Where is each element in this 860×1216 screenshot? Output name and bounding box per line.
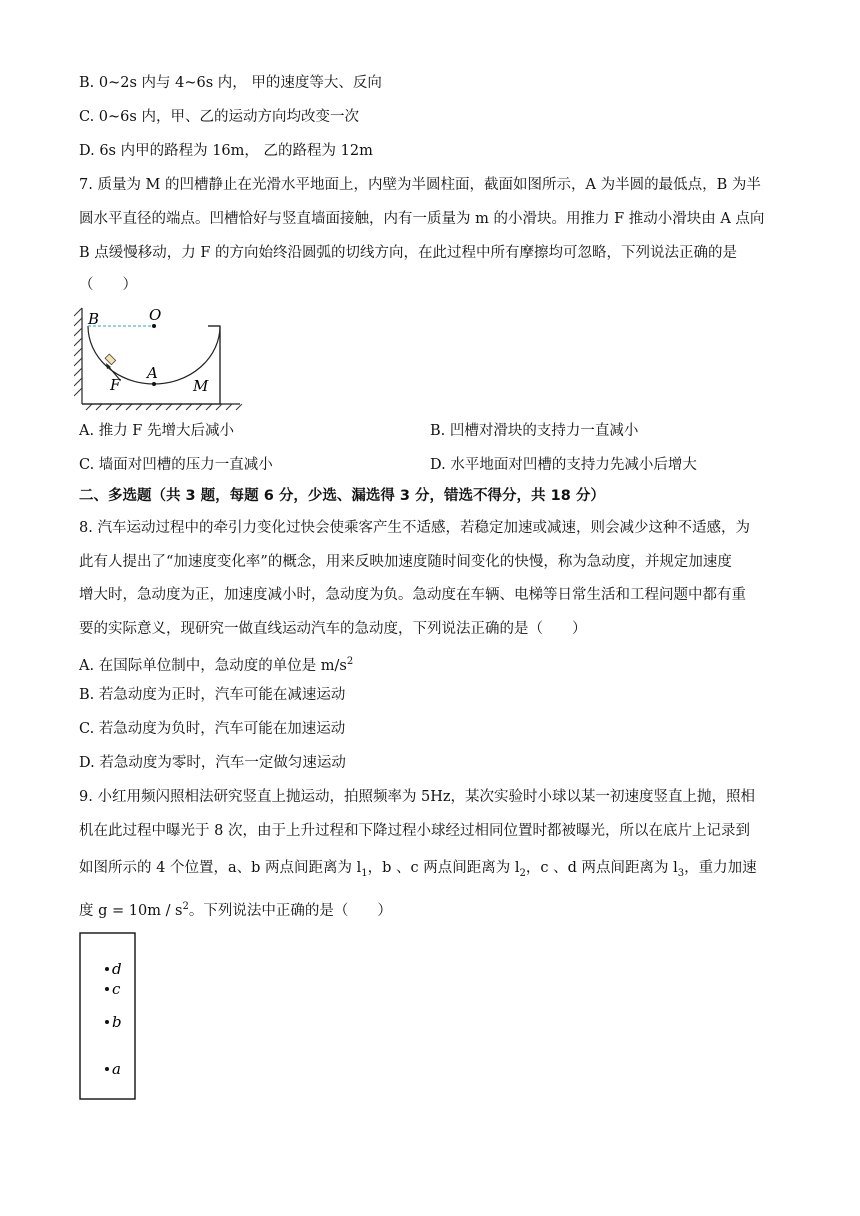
q8-option-d: D. 若急动度为零时，汽车一定做匀速运动 [79,755,346,771]
q9-line3-part-b: ，b 、c 两点间距离为 l [367,860,520,876]
q7-stem-line1: 7. 质量为 M 的凹槽静止在光滑水平地面上，内壁为半圆柱面，截面如图所示，A 为半圆的最低点，B 为半 [79,177,761,193]
point-b [105,1020,109,1024]
q9-stem-line2: 机在此过程中曝光于 8 次，由于上升过程和下降过程小球经过相同位置时都被曝光，所以在底片上记录到 [79,823,750,839]
q7-answer-bracket: （ ） [79,277,137,293]
q7-figure [74,300,244,412]
q7-stem-line3: B 点缓慢移动，力 F 的方向始终沿圆弧的切线方向，在此过程中所有摩擦均可忽略，下列说法正确的是 [79,245,738,261]
q9-sub-1: 1 [361,867,368,879]
q6-option-c: C. 0~6s 内，甲、乙的运动方向均改变一次 [79,109,359,125]
q9-line4-sup: 2 [182,901,189,912]
point-d [105,967,109,971]
q9-line4-part-a: 度 g = 10m / s [79,902,183,919]
q8-option-a-sup: 2 [346,656,354,667]
center-point-o [152,324,156,328]
wall-hatch [74,308,82,396]
q9-stem-line4 [79,897,392,921]
q6-option-b: B. 0~2s 内与 4~6s 内， 甲的速度等大、反向 [79,75,382,91]
label-b: B [88,310,100,328]
lowest-point-a [152,382,156,386]
q9-stem-line1: 9. 小红用频闪照相法研究竖直上抛运动，拍照频率为 5Hz，某次实验时小球以某一初速度竖直上抛，照相 [79,789,756,805]
q8-option-c: C. 若急动度为负时，汽车可能在加速运动 [79,721,346,737]
label-b-point: b [112,1013,122,1031]
q9-line4-part-b: 。下列说法中正确的是（ ） [188,902,392,919]
q8-option-b: B. 若急动度为正时，汽车可能在减速运动 [79,687,346,703]
q9-line3-part-a: 如图所示的 4 个位置，a、b 两点间距离为 l [79,860,362,876]
label-m: M [193,377,209,395]
q7-option-d: D. 水平地面对凹槽的支持力先减小后增大 [430,457,697,473]
q7-option-c: C. 墙面对凹槽的压力一直减小 [79,457,273,473]
q7-option-b: B. 凹槽对滑块的支持力一直减小 [430,423,639,439]
label-c: c [112,980,121,998]
q9-line3-part-c: ，c 、d 两点间距离为 l [525,860,678,876]
point-c [105,987,109,991]
q8-stem-line4: 要的实际意义，现研究一做直线运动汽车的急动度，下列说法正确的是（ ） [79,621,587,637]
film-frame [80,933,135,1099]
q8-stem-line1: 8. 汽车运动过程中的牵引力变化过快会使乘客产生不适感，若稳定加速或减速，则会减少这种不适感，为 [79,520,750,536]
q9-line3-part-d: ，重力加速 [684,860,757,876]
label-a-point: a [112,1060,121,1078]
label-f: F [110,376,121,394]
q9-figure-film [79,932,139,1102]
point-a [105,1067,109,1071]
q8-stem-line2: 此有人提出了“加速度变化率”的概念，用来反映加速度随时间变化的快慢，称为急动度，并规定加速度 [79,554,732,570]
label-a: A [147,364,158,382]
q8-option-a-text: A. 在国际单位制中，急动度的单位是 m/s [79,657,347,674]
q8-option-a [79,652,353,676]
q9-sub-2: 2 [519,867,526,879]
q6-option-d: D. 6s 内甲的路程为 16m， 乙的路程为 12m [79,143,373,159]
q9-sub-3: 3 [677,867,685,879]
q7-stem-line2: 圆水平直径的端点。凹槽恰好与竖直墙面接触，内有一质量为 m 的小滑块。用推力 F 推动小滑块由 A 点向 [79,211,765,227]
slider-block [105,354,116,365]
q8-stem-line3: 增大时，急动度为正，加速度减小时，急动度为负。急动度在车辆、电梯等日常生活和工程问题中都有重 [79,587,746,603]
section-heading-multiple-choice: 二、多选题（共 3 题，每题 6 分，少选、漏选得 3 分，错选不得分，共 18 分） [79,488,605,504]
q7-option-a: A. 推力 F 先增大后减小 [79,423,234,439]
label-d: d [112,960,122,978]
q9-stem-line3 [79,858,757,884]
label-o: O [149,306,162,324]
ground-hatch [86,404,242,410]
